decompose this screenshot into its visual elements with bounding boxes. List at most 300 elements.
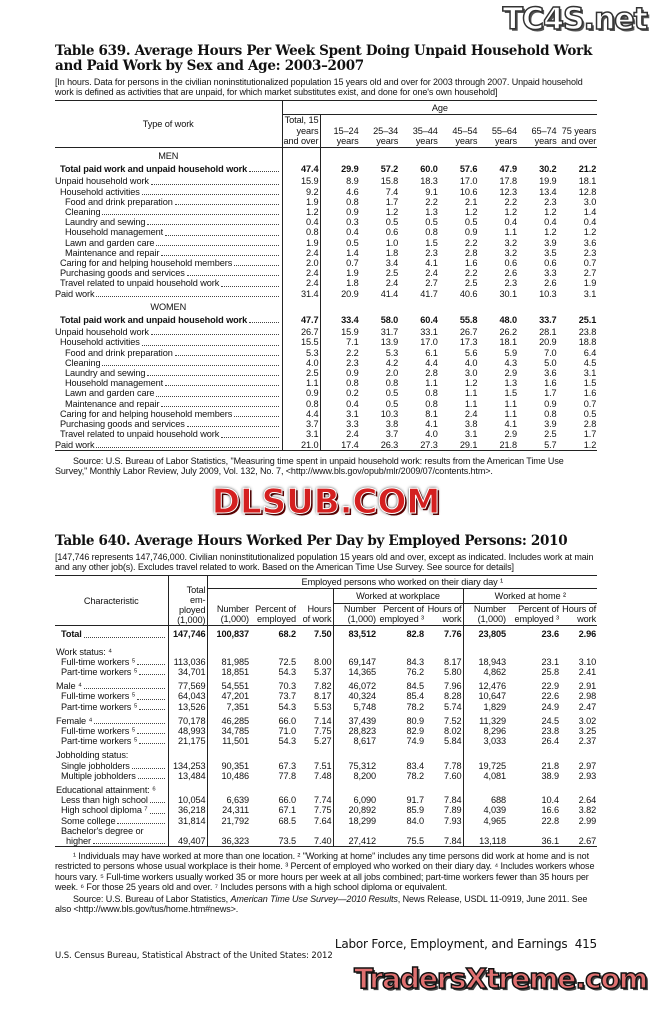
cell-value: 6,090	[353, 795, 376, 806]
dot-leader	[175, 355, 279, 356]
dot-leader	[234, 265, 278, 266]
cell-value	[377, 826, 425, 836]
cell-value: 1.6	[544, 378, 557, 389]
table-row	[55, 836, 597, 847]
row-label-text: Single jobholders	[61, 760, 130, 771]
empty-cell	[478, 299, 518, 312]
cell-value: 85.4	[406, 691, 424, 702]
row-label-wrap	[55, 440, 281, 450]
table-row	[55, 337, 597, 347]
dot-leader	[84, 688, 165, 689]
empty-cell	[282, 299, 320, 312]
cell-value: 1.2	[464, 378, 478, 389]
cell-value: 31.7	[380, 327, 399, 338]
row-label-wrap	[65, 248, 281, 258]
cell-value: 3.8	[385, 419, 399, 430]
table-row	[55, 726, 597, 736]
row-label-text: Lawn and garden care	[65, 237, 155, 248]
cell-value: 7,351	[226, 701, 249, 712]
row-label-text: Travel related to unpaid household work	[60, 429, 220, 440]
table-row	[55, 327, 597, 337]
dot-leader	[150, 802, 165, 803]
table-640-source	[55, 894, 597, 914]
cell-value: 7.50	[297, 626, 333, 643]
cell-value: 4.6	[346, 186, 359, 197]
cell-value: 2.6	[544, 278, 557, 289]
table-row	[55, 217, 597, 227]
row-label-wrap	[61, 657, 167, 667]
cell-value: 2.4	[385, 278, 399, 289]
cell-value: 58.0	[380, 315, 399, 326]
cell-value: 8.00	[297, 657, 333, 667]
cell-value: 2.0	[282, 258, 320, 268]
cell-value: 3.1	[583, 368, 597, 379]
cell-value: 17.0	[420, 337, 438, 348]
cell-value: 0.3	[346, 217, 359, 228]
cell-value: 40.6	[459, 288, 478, 299]
cell-value: 10.3	[539, 288, 557, 299]
cell-value: 12.3	[499, 186, 517, 197]
cell-value: 2.3	[425, 247, 438, 258]
cell-value: 18,299	[348, 815, 376, 826]
table-639	[55, 100, 597, 450]
cell-value: 1.4	[346, 247, 359, 258]
cell-value: 2.37	[578, 736, 597, 747]
cell-value: 1.2	[385, 207, 399, 218]
row-label-text: Caring for and helping household members	[60, 258, 233, 269]
cell-value: 80.9	[406, 715, 424, 726]
cell-value	[333, 826, 377, 836]
row-label	[55, 278, 282, 288]
col-header: 65–74 years	[531, 125, 557, 146]
cell-value: 30.2	[539, 164, 557, 175]
table-row	[55, 227, 597, 237]
cell-value: 91.7	[406, 795, 424, 806]
row-label-wrap	[61, 771, 167, 781]
cell-value: 1.4	[583, 207, 597, 218]
cell-value: 2.96	[578, 629, 597, 640]
row-label-wrap	[61, 805, 167, 815]
row-label	[55, 161, 282, 176]
row-label-text: Less than high school	[61, 795, 148, 806]
cell-value: 2.6	[504, 268, 517, 279]
row-label-wrap	[65, 197, 281, 207]
cell-value: 10.3	[380, 408, 399, 419]
row-label	[55, 268, 282, 278]
cell-value: 3.7	[385, 429, 399, 440]
table-row	[55, 440, 597, 451]
cell-value: 1.5	[583, 378, 597, 389]
cell-value: 21.8	[499, 439, 517, 450]
cell-value: 25.1	[578, 315, 597, 326]
cell-value: 7.74	[297, 795, 333, 805]
section-heading: WOMEN	[55, 299, 282, 312]
cell-value: 15.9	[282, 176, 320, 186]
cell-value: 84.5	[406, 681, 424, 692]
cell-value: 2.3	[504, 278, 517, 289]
table-row	[55, 761, 597, 771]
cell-value: 83.4	[406, 760, 424, 771]
row-label-wrap	[66, 836, 167, 846]
cell-value: 7.93	[425, 816, 463, 826]
col-header: Total, 15 years and over	[283, 115, 319, 146]
table-row	[55, 712, 597, 726]
cell-value: 113,036	[168, 657, 207, 667]
cell-value: 36,218	[168, 805, 207, 815]
empty-cell	[333, 643, 377, 657]
cell-value: 2.4	[282, 248, 320, 258]
cell-value: 23.1	[541, 656, 559, 667]
empty-cell	[399, 299, 439, 312]
cell-value: 3.5	[544, 247, 557, 258]
table-row	[55, 176, 597, 186]
cell-value: 0.7	[583, 258, 597, 269]
row-label-text: Cleaning	[65, 207, 101, 218]
table-row	[55, 368, 597, 378]
col-header: 55–64 years	[491, 125, 517, 146]
empty-cell	[463, 643, 507, 657]
empty-cell	[377, 746, 425, 760]
cell-value: 3.9	[544, 237, 557, 248]
cell-value: 10.6	[459, 186, 478, 197]
col-header: Number (1,000)	[473, 604, 506, 625]
row-label-wrap	[55, 176, 281, 186]
cell-value: 0.5	[425, 217, 438, 228]
cell-value: 1.2	[544, 207, 557, 218]
cell-value: 26.7	[282, 327, 320, 337]
row-label-wrap	[60, 409, 281, 419]
cell-value: 2.9	[504, 429, 517, 440]
cell-value: 2.2	[425, 196, 438, 207]
row-label-text: Full-time workers ⁵	[61, 656, 136, 667]
cell-value: 26.2	[499, 327, 517, 338]
cell-value: 90,351	[221, 760, 249, 771]
cell-value: 46,072	[348, 681, 376, 692]
group-heading: Work status: ⁴	[55, 643, 168, 657]
cell-value: 4.0	[464, 357, 478, 368]
section-heading: MEN	[55, 148, 282, 162]
row-label	[55, 238, 282, 248]
cell-value: 76.2	[406, 667, 424, 678]
cell-value: 84.0	[406, 815, 424, 826]
cell-value: 3.1	[282, 429, 320, 439]
row-label-text: Maintenance and repair	[65, 247, 160, 258]
cell-value: 21,175	[168, 736, 207, 746]
table-640-headnote: [147,746 represents 147,746,000. Civilian noninstitutionalized population 15 years old and over, except as indicated. Includes work at main and any other job(s). Excludes travel related to work. Based on the American Time Use Survey. See source for details]	[55, 551, 594, 572]
empty-cell	[560, 746, 597, 760]
row-label	[55, 327, 282, 337]
cell-value: 24.5	[541, 715, 559, 726]
dot-leader	[175, 204, 279, 205]
cell-value: 38.9	[541, 770, 559, 781]
cell-value: 2.2	[464, 268, 478, 279]
cell-value: 47.7	[282, 312, 320, 327]
cell-value: 1.7	[385, 196, 399, 207]
cell-value: 0.8	[425, 388, 438, 399]
cell-value: 67.3	[278, 760, 296, 771]
cell-value: 54,551	[221, 681, 249, 692]
dot-leader	[139, 709, 164, 710]
table-row	[55, 187, 597, 197]
cell-value: 22.9	[541, 681, 559, 692]
table-639-source: Source: U.S. Bureau of Labor Statistics, "Measuring time spent in unpaid household work: results from the American Time Use Survey," Monthly Labor Review, July 2009, Vol. 132, No. 7, <http://www.bls.gov/opub/mlr/2009/07/contents.htm>.	[55, 455, 564, 476]
dot-leader	[102, 365, 278, 366]
watermark-tc4s: TC4S.net	[502, 2, 647, 37]
row-label	[55, 217, 282, 227]
cell-value: 3.2	[504, 247, 517, 258]
row-label-text: Cleaning	[65, 357, 101, 368]
cell-value: 3.8	[464, 419, 478, 430]
cell-value: 1.5	[504, 388, 517, 399]
row-label	[55, 726, 168, 736]
row-label-text: higher	[66, 836, 91, 847]
cell-value: 4.0	[282, 358, 320, 368]
cell-value: 1.8	[385, 247, 399, 258]
cell-value: 21.0	[282, 440, 320, 451]
cell-value: 0.9	[282, 388, 320, 398]
cell-value: 0.6	[385, 227, 399, 238]
cell-value: 6,639	[226, 795, 249, 806]
row-label-wrap	[65, 348, 281, 358]
cell-value: 64,043	[168, 691, 207, 701]
cell-value: 33.7	[539, 315, 557, 326]
dot-leader	[151, 334, 279, 335]
row-label-text: Full-time workers ⁵	[61, 691, 136, 702]
cell-value: 1.1	[464, 388, 478, 399]
cell-value: 1.5	[425, 237, 438, 248]
row-label-text: Male ⁴	[56, 681, 82, 692]
row-label-text: Paid work	[55, 288, 95, 299]
cell-value: 31,814	[168, 816, 207, 826]
cell-value: 46,285	[221, 715, 249, 726]
col-header: Number (1,000)	[216, 604, 249, 625]
cell-value: 1.1	[282, 378, 320, 388]
cell-value: 2.2	[346, 347, 359, 358]
cell-value: 7.4	[385, 186, 399, 197]
cell-value: 72.5	[278, 656, 296, 667]
cell-value: 2.91	[578, 681, 597, 692]
cell-value: 82.8	[406, 629, 424, 640]
cell-value: 60.4	[420, 315, 438, 326]
table-row	[55, 626, 597, 643]
cell-value: 4.0	[425, 429, 438, 440]
cell-value: 85.9	[406, 805, 424, 816]
cell-value: 3.6	[544, 368, 557, 379]
cell-value: 23.8	[541, 726, 559, 737]
empty-cell	[168, 781, 207, 795]
cell-value: 21.8	[541, 760, 559, 771]
cell-value: 7.96	[425, 677, 463, 691]
row-label-text: High school diploma ⁷	[61, 805, 148, 816]
cell-value: 7.89	[425, 805, 463, 815]
table-row	[55, 429, 597, 439]
empty-cell	[207, 781, 250, 795]
dot-leader	[165, 385, 278, 386]
table-row	[55, 268, 597, 278]
group-heading-row	[55, 746, 597, 760]
cell-value: 48,993	[168, 726, 207, 736]
cell-value: 5.7	[544, 439, 557, 450]
empty-cell	[463, 746, 507, 760]
row-label-text: Lawn and garden care	[65, 388, 155, 399]
cell-value: 71.0	[278, 726, 296, 737]
empty-cell	[399, 148, 439, 162]
cell-value: 1.9	[346, 268, 359, 279]
row-label-text: Paid work	[55, 439, 95, 450]
cell-value: 4,039	[483, 805, 506, 816]
cell-value: 75.5	[406, 836, 424, 847]
empty-cell	[333, 781, 377, 795]
cell-value: 19,725	[478, 760, 506, 771]
row-label-wrap	[61, 826, 167, 836]
cell-value: 1.3	[504, 378, 517, 389]
cell-value: 25.8	[541, 667, 559, 678]
row-label	[55, 429, 282, 439]
cell-value: 2.98	[578, 691, 597, 702]
cell-value: 0.7	[346, 258, 359, 269]
dot-leader	[165, 235, 278, 236]
col-header: Percent of employed ³	[379, 604, 424, 625]
cell-value: 147,746	[168, 626, 207, 643]
table-row	[55, 161, 597, 176]
cell-value: 10,486	[221, 770, 249, 781]
cell-value: 77,569	[168, 677, 207, 691]
cell-value: 5.80	[425, 667, 463, 677]
cell-value: 0.8	[385, 378, 399, 389]
row-label-wrap	[60, 278, 281, 288]
cell-value: 26.4	[541, 736, 559, 747]
cell-value: 2.2	[464, 237, 478, 248]
row-label-wrap	[60, 337, 281, 347]
cell-value: 3,033	[483, 736, 506, 747]
cell-value: 37,439	[348, 715, 376, 726]
cell-value	[297, 826, 333, 836]
row-label	[55, 677, 168, 691]
cell-value: 20.9	[341, 288, 359, 299]
cell-value: 10.4	[541, 795, 559, 806]
cell-value: 69,147	[348, 656, 376, 667]
cell-value: 68.2	[278, 629, 296, 640]
table-row	[55, 197, 597, 207]
empty-cell	[320, 299, 360, 312]
cell-value: 73.7	[278, 691, 296, 702]
cell-value	[207, 826, 250, 836]
cell-value: 0.6	[544, 258, 557, 269]
cell-value: 2.4	[346, 429, 359, 440]
cell-value: 4.1	[504, 419, 517, 430]
cell-value: 2.4	[464, 408, 478, 419]
cell-value: 0.9	[464, 227, 478, 238]
dot-leader	[151, 184, 279, 185]
row-label	[55, 248, 282, 258]
cell-value: 49,407	[168, 836, 207, 847]
cell-value: 47.4	[282, 161, 320, 176]
row-label-text: Female ⁴	[56, 715, 93, 726]
row-label-wrap	[65, 388, 281, 398]
cell-value: 18.1	[578, 176, 597, 187]
row-label	[55, 667, 168, 677]
cell-value: 5.53	[297, 702, 333, 712]
cell-value: 2.1	[464, 196, 478, 207]
cell-value: 6.4	[583, 347, 597, 358]
cell-value: 3.0	[583, 196, 597, 207]
dot-leader	[139, 674, 164, 675]
cell-value: 3.1	[346, 408, 359, 419]
cell-value: 14,365	[348, 667, 376, 678]
cell-value: 4.4	[425, 357, 438, 368]
col-header: 75 years and over	[561, 125, 597, 146]
table-row	[55, 289, 597, 299]
cell-value: 84.3	[406, 656, 424, 667]
cell-value: 47,201	[221, 691, 249, 702]
empty-cell	[207, 746, 250, 760]
group-employed-diary-day: Employed persons who worked on their diary day ¹	[207, 576, 597, 589]
row-label-wrap	[61, 667, 167, 677]
row-label-wrap	[61, 736, 167, 746]
cell-value: 0.7	[583, 398, 597, 409]
table-row	[55, 736, 597, 746]
cell-value: 17.0	[459, 176, 478, 187]
row-label-text: Unpaid household work	[55, 176, 149, 187]
cell-value: 7.52	[425, 712, 463, 726]
col-total-employed: Total em- ployed (1,000)	[168, 576, 207, 626]
cell-value: 0.6	[504, 258, 517, 269]
col-header: Hours of work	[297, 604, 333, 626]
empty-cell	[297, 643, 333, 657]
dot-leader	[102, 214, 278, 215]
col-header: Hours of work	[562, 604, 597, 625]
row-label	[55, 289, 282, 299]
row-label-wrap	[55, 289, 281, 299]
table-row	[55, 667, 597, 677]
row-label	[55, 816, 168, 826]
dot-leader	[132, 768, 165, 769]
row-label	[55, 399, 282, 409]
row-label-text: Purchasing goods and services	[60, 268, 185, 279]
row-label-text: Food and drink preparation	[65, 196, 173, 207]
cell-value: 13,484	[168, 771, 207, 781]
cell-value: 54.3	[278, 736, 296, 747]
cell-value: 0.8	[425, 398, 438, 409]
dot-leader	[139, 743, 164, 744]
section-name: Labor Force, Employment, and Earnings	[334, 936, 568, 951]
cell-value: 18.8	[578, 337, 597, 348]
cell-value: 2.0	[385, 368, 399, 379]
cell-value: 0.4	[544, 217, 557, 228]
cell-value: 7.40	[297, 836, 333, 847]
table-row	[55, 358, 597, 368]
row-label	[55, 736, 168, 746]
row-label-wrap	[60, 429, 281, 439]
row-label-text: Maintenance and repair	[65, 398, 160, 409]
dot-leader	[84, 637, 165, 638]
empty-cell	[297, 781, 333, 795]
cell-value: 78.2	[406, 770, 424, 781]
cell-value: 2.41	[578, 667, 597, 678]
cell-value: 41.4	[380, 288, 399, 299]
row-label	[55, 258, 282, 268]
cell-value: 21.2	[578, 164, 597, 175]
cell-value: 60.0	[420, 164, 438, 175]
cell-value: 23.6	[541, 629, 559, 640]
cell-value: 12,476	[478, 681, 506, 692]
empty-cell	[439, 148, 479, 162]
cell-value: 3.7	[282, 419, 320, 429]
cell-value: 18.1	[499, 337, 517, 348]
cell-value: 75,312	[348, 760, 376, 771]
cell-value: 2.93	[578, 770, 597, 781]
cell-value: 2.47	[578, 701, 597, 712]
